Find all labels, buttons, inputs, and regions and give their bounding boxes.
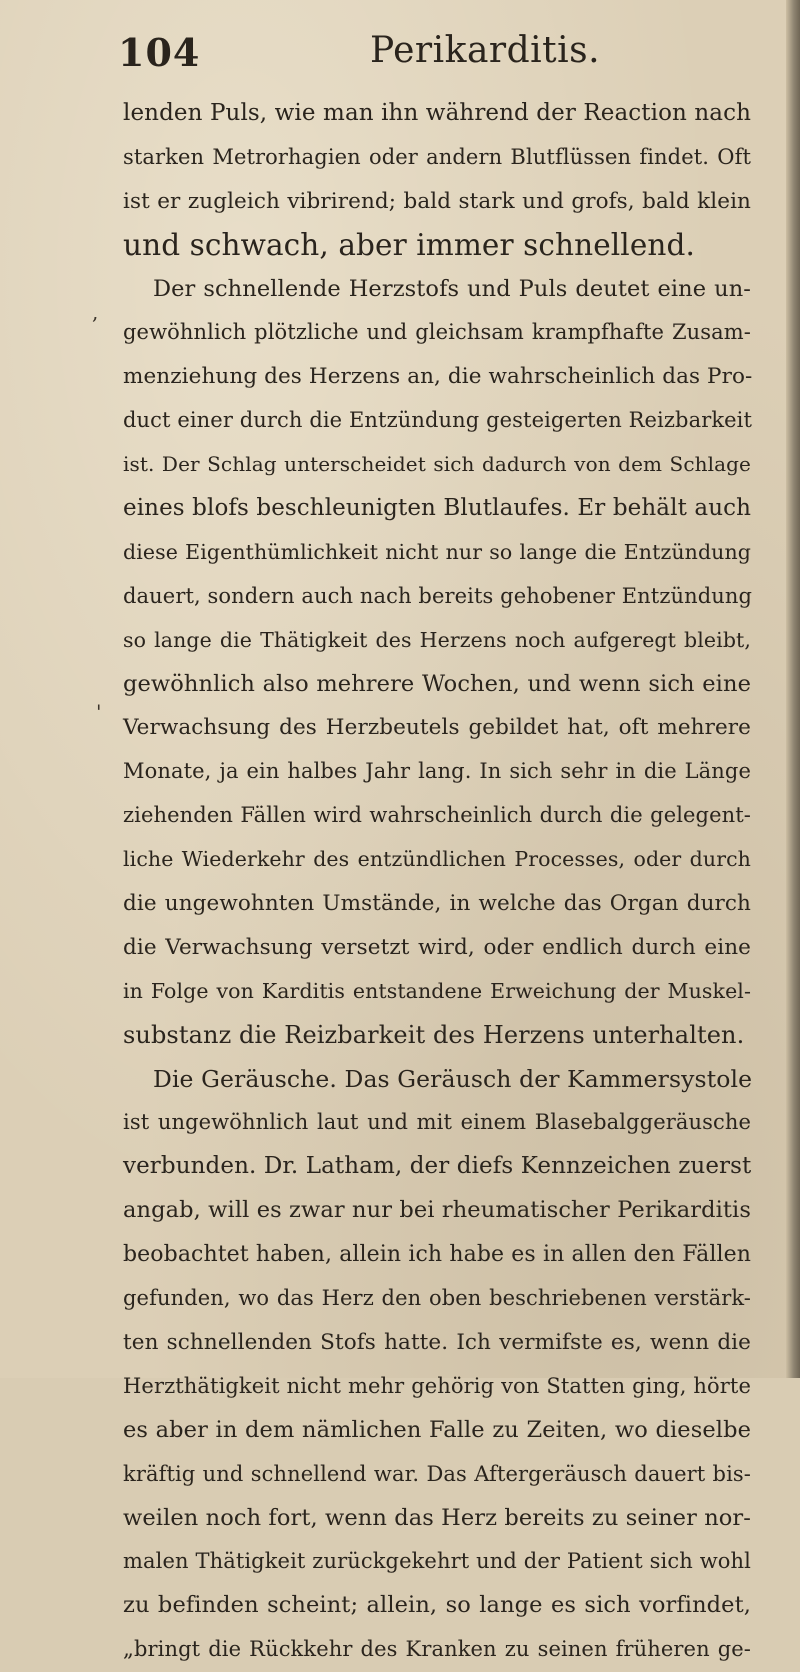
- running-title: Perikarditis.: [370, 30, 601, 71]
- text-line: substanz die Reizbarkeit des Herzens unterhalten.: [123, 1020, 745, 1049]
- text-line: lenden Puls, wie man ihn während der Reaction nach: [123, 100, 751, 126]
- text-line: malen Thätigkeit zurückgekehrt und der Patient sich wohl: [123, 1549, 751, 1574]
- text-line: Der schnellende Herzstofs und Puls deutet eine un-: [153, 275, 751, 302]
- text-line: liche Wiederkehr des entzündlichen Processes, oder durch: [123, 847, 751, 872]
- text-line: angab, will es zwar nur bei rheumatischer Perikarditis: [123, 1197, 751, 1224]
- text-line: Die Geräusche. Das Geräusch der Kammersystole: [153, 1064, 753, 1093]
- text-line: kräftig und schnellend war. Das Aftergeräusch dauert bis-: [123, 1461, 751, 1486]
- text-line: ist ungewöhnlich laut und mit einem Blasebalggeräusche: [123, 1110, 751, 1135]
- text-line: Verwachsung des Herzbeutels gebildet hat, oft mehrere: [123, 715, 751, 741]
- page-edge-shadow: [786, 0, 800, 1378]
- text-line: die ungewohnten Umstände, in welche das Organ durch: [123, 891, 751, 917]
- text-line: und schwach, aber immer schnellend.: [123, 227, 695, 262]
- text-line: gefunden, wo das Herz den oben beschriebenen verstärk-: [123, 1286, 751, 1311]
- text-line: beobachtet haben, allein ich habe es in allen den Fällen: [123, 1242, 751, 1268]
- text-line: menziehung des Herzens an, die wahrscheinlich das Pro-: [123, 364, 753, 390]
- text-line: ist er zugleich vibrirend; bald stark und grofs, bald klein: [123, 188, 751, 214]
- text-line: verbunden. Dr. Latham, der diefs Kennzeichen zuerst: [123, 1153, 752, 1180]
- text-line: gewöhnlich also mehrere Wochen, und wenn sich eine: [123, 670, 751, 697]
- text-line: diese Eigenthümlichkeit nicht nur so lange die Entzündung: [123, 539, 751, 564]
- margin-speck-dot: ,: [92, 300, 99, 324]
- text-line: ten schnellenden Stofs hatte. Ich vermifste es, wenn die: [123, 1329, 751, 1355]
- text-line: in Folge von Karditis entstandene Erweichung der Muskel-: [123, 978, 751, 1003]
- text-line: ziehenden Fällen wird wahrscheinlich durch die gelegent-: [123, 803, 751, 828]
- text-line: Herzthätigkeit nicht mehr gehörig von Statten ging, hörte: [123, 1373, 751, 1398]
- text-line: gewöhnlich plötzliche und gleichsam krampfhafte Zusam-: [123, 320, 751, 345]
- text-line: Monate, ja ein halbes Jahr lang. In sich sehr in die Länge: [123, 759, 751, 784]
- margin-speck-dot: ': [96, 700, 102, 724]
- text-line: starken Metrorhagien oder andern Blutflüssen findet. Oft: [123, 144, 751, 169]
- text-line: weilen noch fort, wenn das Herz bereits zu seiner nor-: [123, 1504, 751, 1531]
- text-line: ist. Der Schlag unterscheidet sich dadurch von dem Schlage: [123, 452, 751, 477]
- body-text: [123, 92, 751, 1672]
- text-line: „bringt die Rückkehr des Kranken zu seinen früheren ge-: [123, 1637, 751, 1662]
- text-line: duct einer durch die Entzündung gesteigerten Reizbarkeit: [123, 408, 753, 433]
- running-head: [118, 22, 738, 78]
- text-line: so lange die Thätigkeit des Herzens noch aufgeregt bleibt,: [123, 627, 751, 652]
- page-number: 104: [118, 30, 201, 75]
- text-line: es aber in dem nämlichen Falle zu Zeiten, wo dieselbe: [123, 1416, 751, 1443]
- text-line: zu befinden scheint; allein, so lange es sich vorfindet,: [123, 1592, 751, 1619]
- text-line: die Verwachsung versetzt wird, oder endlich durch eine: [123, 934, 751, 960]
- text-line: dauert, sondern auch nach bereits gehobener Entzündung: [123, 583, 753, 608]
- text-line: eines blofs beschleunigten Blutlaufes. Er behält auch: [123, 495, 751, 522]
